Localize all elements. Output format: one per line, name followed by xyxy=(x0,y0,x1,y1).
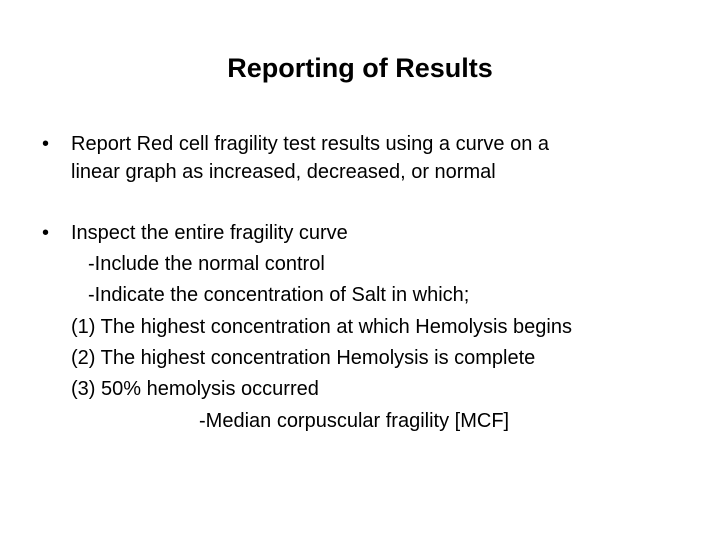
numbered-item-1: (1) The highest concentration at which Hemolysis begins xyxy=(71,316,572,338)
bullet-1-line-1: Report Red cell fragility test results using a curve on a xyxy=(71,133,549,155)
bullet-2-line-1: Inspect the entire fragility curve xyxy=(71,222,348,244)
slide-title: Reporting of Results xyxy=(227,53,493,83)
bullet-1-line-2: linear graph as increased, decreased, or normal xyxy=(71,161,496,183)
sub-item-salt-concentration: -Indicate the concentration of Salt in which; xyxy=(88,284,470,306)
mcf-sub-item: -Median corpuscular fragility [MCF] xyxy=(199,410,510,432)
sub-item-normal-control: -Include the normal control xyxy=(88,253,325,275)
numbered-item-3: (3) 50% hemolysis occurred xyxy=(71,378,319,400)
numbered-item-2: (2) The highest concentration Hemolysis is complete xyxy=(71,347,536,369)
bullet-marker: • xyxy=(42,133,50,155)
bullet-marker: • xyxy=(42,222,50,244)
